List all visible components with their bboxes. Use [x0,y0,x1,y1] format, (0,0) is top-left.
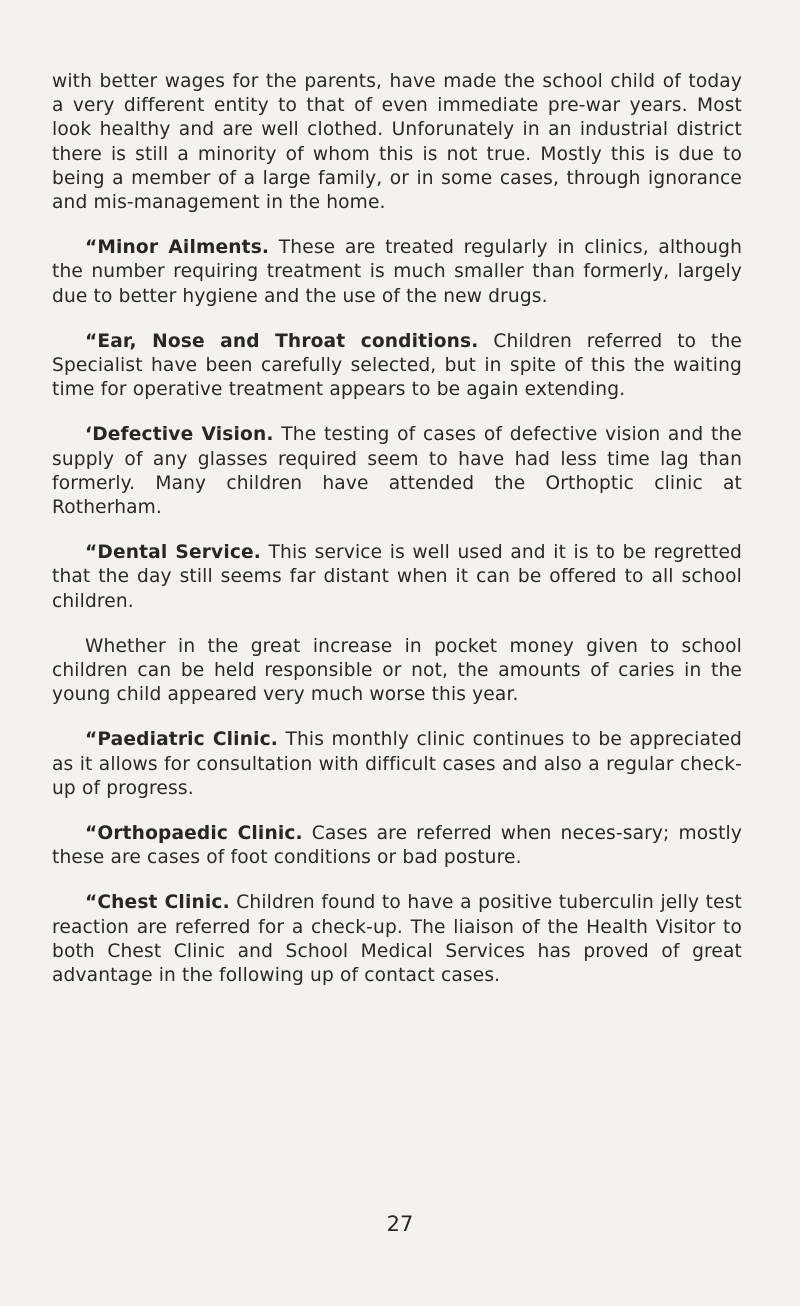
paragraph-text: The testing of cases of defective vision and the supply of any glasses required seem to have had less time lag than formerly. Many children have attended the Orthoptic clinic at Rotherham. [52,424,743,519]
paragraph-text: These are treated regularly in clinics, although the number requiring treatment is much smaller than formerly, largely due to better hygiene and the use of the new drugs. [52,237,742,307]
section-heading: “Ear, Nose and Throat conditions. [85,330,479,352]
paragraph-continuation [52,70,742,215]
paragraph-chest-clinic [52,891,742,988]
paragraph-text: Children referred to the Specialist have been carefully selected, but in spite of this the waiting time for operative treatment appears to be again extending. [52,330,743,401]
paragraph-pocket-money [52,635,742,708]
section-heading: “Paediatric Clinic. [85,729,278,751]
paragraph-text: Cases are referred when neces-sary; mostly these are cases of foot conditions or bad posture. [52,823,742,869]
paragraph-defective-vision [52,423,742,520]
section-heading: ‘Defective Vision. [85,424,274,446]
paragraph-text: with better wages for the parents, have made the school child of today a very different entity to that of even immediate pre-war years. Most look healthy and are well clothed. Unforunately in an industrial district there is still a minority of whom this is not true. Mostly this is due to being a member of a large family, or in some cases, through ignorance and mis-management in the home. [52,71,742,214]
paragraph-minor-ailments [52,236,742,309]
page-number: 27 [386,1212,414,1236]
section-heading: “Minor Ailments. [85,237,270,259]
paragraph-orthopaedic-clinic [52,822,742,870]
paragraph-text: Whether in the great increase in pocket money given to school children can be held responsible or not, the amounts of caries in the young child appeared very much worse this year. [52,635,742,706]
paragraph-dental-service [52,541,742,614]
paragraph-paediatric-clinic [52,728,742,801]
section-heading: “Orthopaedic Clinic. [85,823,303,845]
section-heading: “Dental Service. [85,542,261,564]
section-heading: “Chest Clinic. [85,892,230,914]
paragraph-text: This service is well used and it is to be regretted that the day still seems far distant when it can be offered to all school children. [52,542,743,612]
paragraph-text: Children found to have a positive tuberculin jelly test reaction are referred for a check-up. The liaison of the Health Visitor to both Chest Clinic and School Medical Services has proved of great advantage in the following up of contact cases. [52,892,742,987]
paragraph-ent [52,330,742,403]
page-body [52,70,742,1009]
paragraph-text: This monthly clinic continues to be appreciated as it allows for consultation with difficult cases and also a regular check-up of progress. [52,729,742,799]
